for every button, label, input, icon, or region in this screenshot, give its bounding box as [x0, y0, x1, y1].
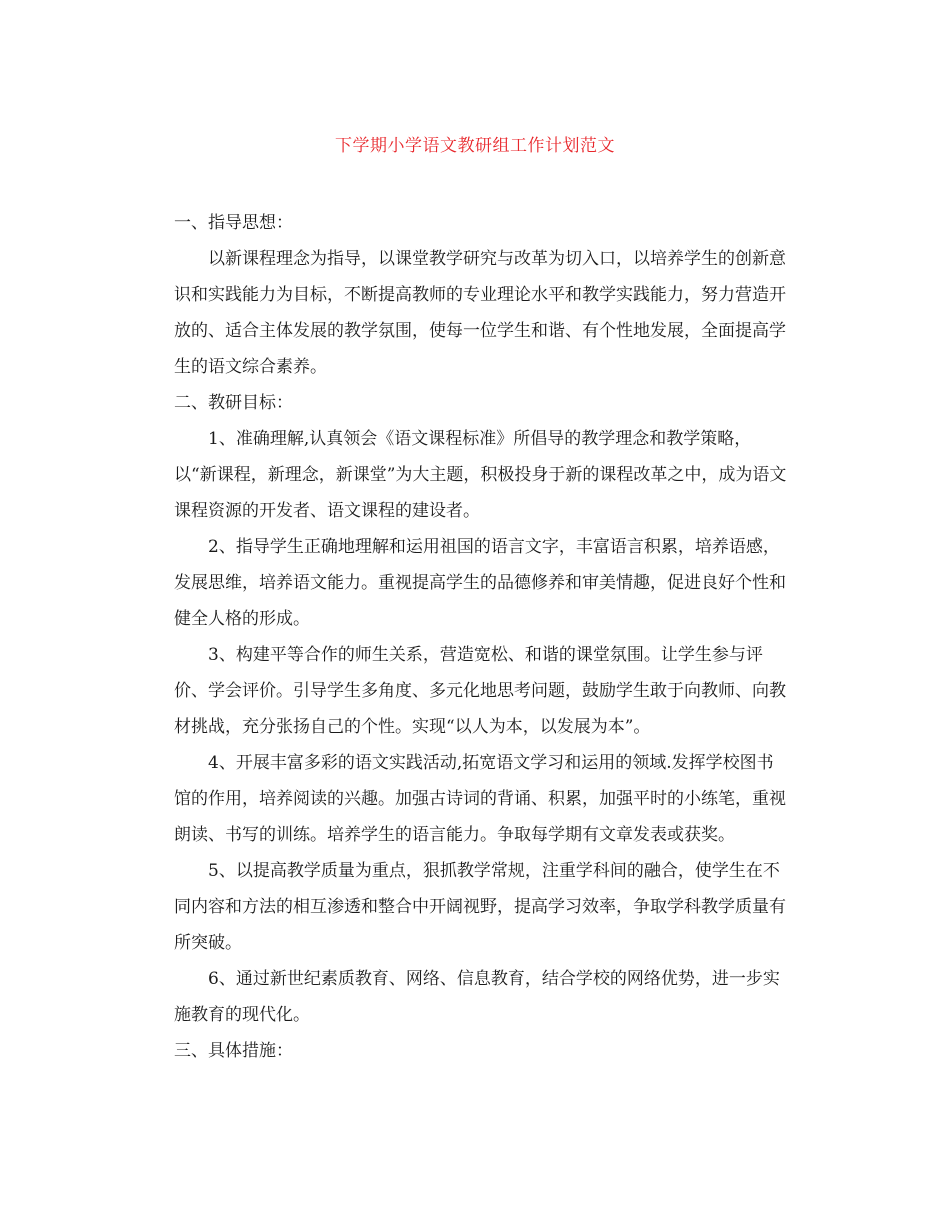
text-line: 识和实践能力为目标，不断提高教师的专业理论水平和教学实践能力，努力营造开: [174, 285, 786, 305]
goal-item-5: [140, 853, 810, 961]
text-line: 4、开展丰富多彩的语文实践活动,拓宽语文学习和运用的领域.发挥学校图书: [208, 753, 774, 773]
goal-item-2: [140, 529, 810, 637]
goal-item-4: [140, 745, 810, 853]
text-line: 以新课程理念为指导，以课堂教学研究与改革为切入口，以培养学生的创新意: [208, 249, 786, 269]
text-line: 2、指导学生正确地理解和运用祖国的语言文字，丰富语言积累，培养语感，: [208, 537, 780, 557]
section-heading-measures: 三、具体措施：: [174, 1041, 293, 1061]
goal-item-1: [140, 421, 810, 529]
text-line: 6、通过新世纪素质教育、网络、信息教育，结合学校的网络优势，进一步实: [208, 969, 780, 989]
text-line: 5、以提高教学质量为重点，狠抓教学常规，注重学科间的融合，使学生在不: [208, 861, 780, 881]
text-line: 发展思维，培养语文能力。重视提高学生的品德修养和审美情趣，促进良好个性和: [174, 573, 786, 593]
text-line: 放的、适合主体发展的教学氛围，使每一位学生和谐、有个性地发展，全面提高学: [174, 321, 786, 341]
text-line: 同内容和方法的相互渗透和整合中开阔视野，提高学习效率，争取学科教学质量有: [174, 897, 786, 917]
text-line: 所突破。: [174, 933, 242, 953]
goal-item-6: [140, 961, 810, 1033]
text-line: 3、构建平等合作的师生关系，营造宽松、和谐的课堂氛围。让学生参与评: [208, 645, 763, 665]
text-line: 价、学会评价。引导学生多角度、多元化地思考问题，鼓励学生敢于向教师、向教: [174, 681, 786, 701]
paragraph-guiding-thought: [140, 241, 810, 385]
text-line: 生的语文综合素养。: [174, 357, 327, 377]
document-title: 下学期小学语文教研组工作计划范文: [335, 136, 615, 156]
text-line: 施教育的现代化。: [174, 1005, 310, 1025]
text-line: 以“新课程，新理念，新课堂”为大主题，积极投身于新的课程改革之中，成为语文: [174, 465, 787, 485]
text-line: 馆的作用，培养阅读的兴趣。加强古诗词的背诵、积累，加强平时的小练笔，重视: [174, 789, 786, 809]
section-heading-research-goals: 二、教研目标：: [174, 393, 293, 413]
text-line: 朗读、书写的训练。培养学生的语言能力。争取每学期有文章发表或获奖。: [174, 825, 735, 845]
document-body: [140, 205, 810, 1069]
text-line: 1、准确理解,认真领会《语文课程标准》所倡导的教学理念和教学策略，: [208, 429, 752, 449]
text-line: 健全人格的形成。: [174, 609, 310, 629]
text-line: 材挑战，充分张扬自己的个性。实现“以人为本，以发展为本”。: [174, 717, 651, 737]
goal-item-3: [140, 637, 810, 745]
text-line: 课程资源的开发者、语文课程的建设者。: [174, 501, 480, 521]
section-heading-guiding-thought: 一、指导思想：: [174, 213, 293, 233]
